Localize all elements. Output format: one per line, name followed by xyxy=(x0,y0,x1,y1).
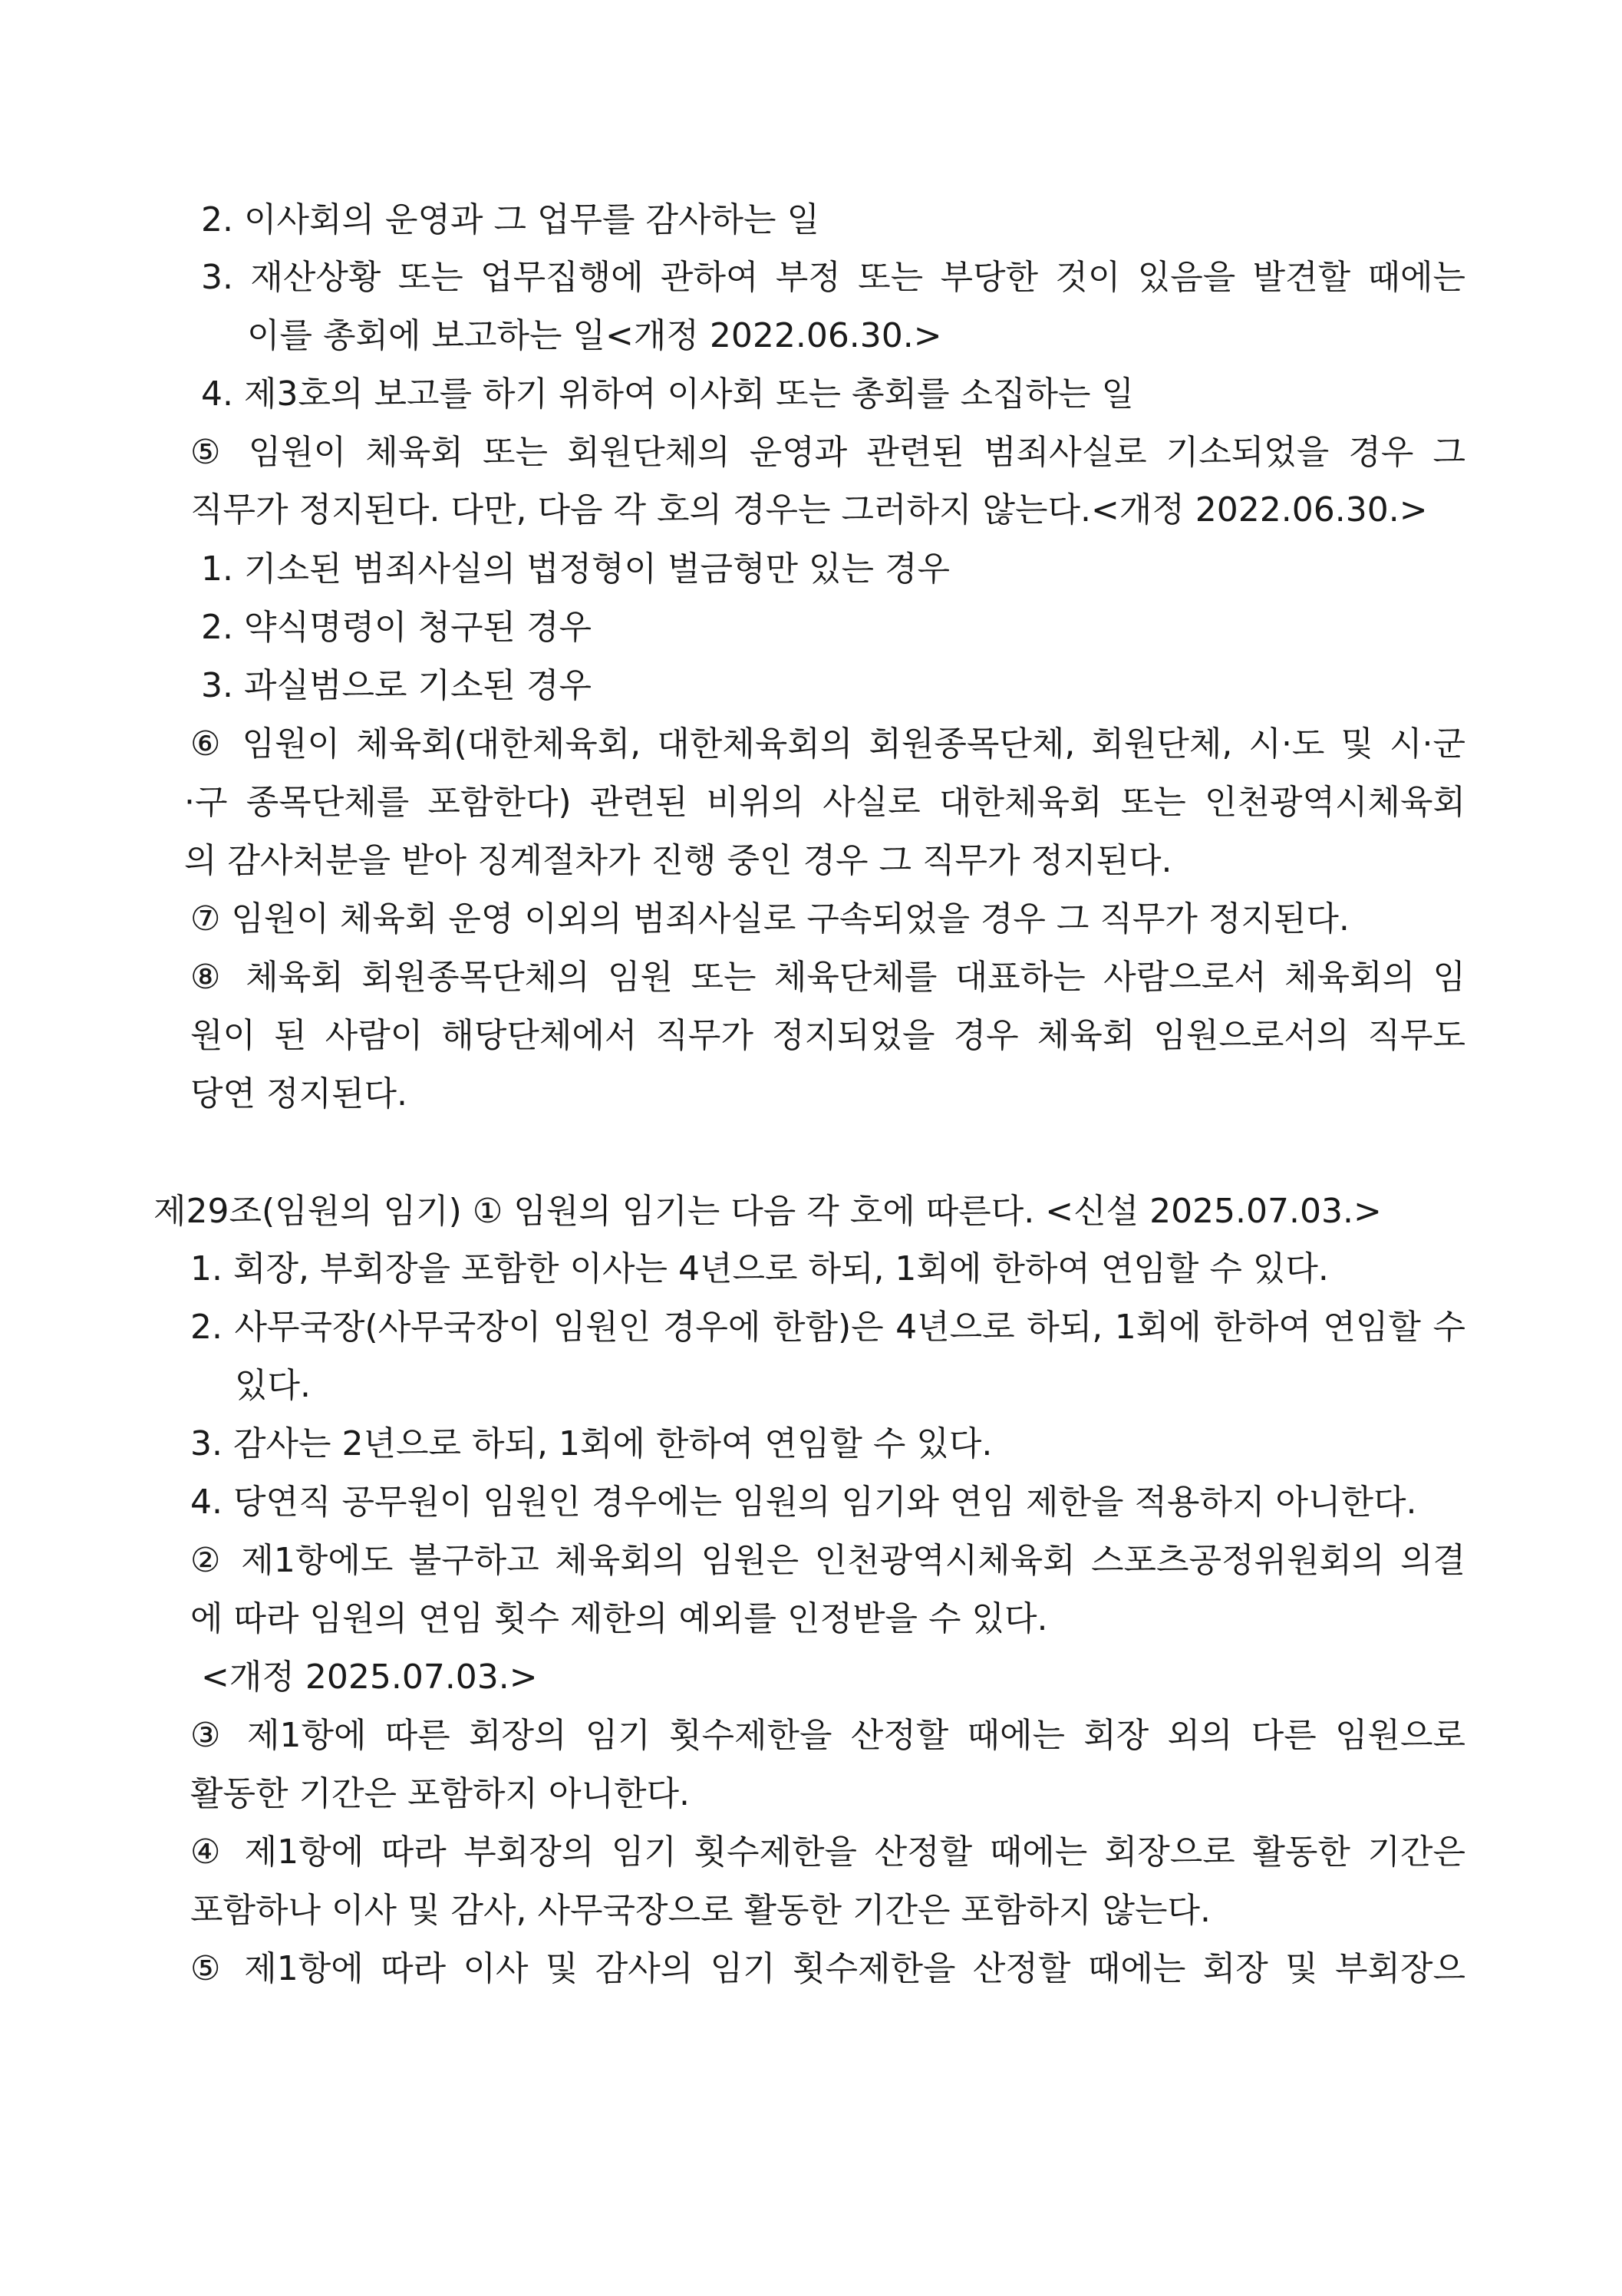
text-line-7: 1. 기소된 범죄사실의 법정형이 벌금형만 있는 경우 xyxy=(201,549,950,589)
text-line-16: 당연 정지된다. xyxy=(190,1074,407,1113)
text-line-11: ·구 종목단체를 포함한다) 관련된 비위의 사실로 대한체육회 또는 인천광역시체육회 xyxy=(184,783,1465,822)
text-line-19: 2. 사무국장(사무국장이 임원인 경우에 한함)은 4년으로 하되, 1회에 한하여 연임할 수 xyxy=(190,1308,1465,1347)
text-line-5: ⑤ 임원이 체육회 또는 회원단체의 운영과 관련된 범죄사실로 기소되었을 경우 그 xyxy=(190,433,1465,472)
text-line-30: ⑤ 제1항에 따라 이사 및 감사의 임기 횟수제한을 산정할 때에는 회장 및 부회장으 xyxy=(190,1949,1465,1988)
text-line-18: 1. 회장, 부회장을 포함한 이사는 4년으로 하되, 1회에 한하여 연임할 수 있다. xyxy=(190,1249,1329,1288)
text-line-23: ② 제1항에도 불구하고 체육회의 임원은 인천광역시체육회 스포츠공정위원회의 의결 xyxy=(190,1541,1465,1580)
text-line-29: 포함하나 이사 및 감사, 사무국장으로 활동한 기간은 포함하지 않는다. xyxy=(190,1891,1211,1930)
text-line-3: 이를 총회에 보고하는 일<개정 2022.06.30.> xyxy=(247,316,942,355)
text-line-2: 3. 재산상황 또는 업무집행에 관하여 부정 또는 부당한 것이 있음을 발견할 때에는 xyxy=(201,258,1465,297)
text-line-22: 4. 당연직 공무원이 임원인 경우에는 임원의 임기와 연임 제한을 적용하지 아니한다. xyxy=(190,1483,1417,1522)
text-line-15: 원이 된 사람이 해당단체에서 직무가 정지되었을 경우 체육회 임원으로서의 직무도 xyxy=(190,1016,1465,1055)
text-line-1: 2. 이사회의 운영과 그 업무를 감사하는 일 xyxy=(201,200,819,239)
text-line-9: 3. 과실범으로 기소된 경우 xyxy=(201,666,592,705)
text-line-8: 2. 약식명령이 청구된 경우 xyxy=(201,608,592,647)
text-line-25: <개정 2025.07.03.> xyxy=(201,1658,538,1697)
text-line-20: 있다. xyxy=(235,1366,311,1405)
text-line-27: 활동한 기간은 포함하지 아니한다. xyxy=(190,1774,690,1813)
text-line-6: 직무가 정지된다. 다만, 다음 각 호의 경우는 그러하지 않는다.<개정 2022.06.30.> xyxy=(190,490,1428,529)
text-line-28: ④ 제1항에 따라 부회장의 임기 횟수제한을 산정할 때에는 회장으로 활동한 기간은 xyxy=(190,1833,1465,1872)
text-line-21: 3. 감사는 2년으로 하되, 1회에 한하여 연임할 수 있다. xyxy=(190,1424,993,1463)
article-29-heading: 제29조(임원의 임기) ① 임원의 임기는 다음 각 호에 따른다. <신설 2025.07.03.> xyxy=(153,1192,1382,1231)
text-line-26: ③ 제1항에 따른 회장의 임기 횟수제한을 산정할 때에는 회장 외의 다른 임원으로 xyxy=(190,1716,1465,1755)
text-line-13: ⑦ 임원이 체육회 운영 이외의 범죄사실로 구속되었을 경우 그 직무가 정지된다. xyxy=(190,899,1350,939)
text-line-24: 에 따라 임원의 연임 횟수 제한의 예외를 인정받을 수 있다. xyxy=(190,1599,1048,1638)
text-line-14: ⑧ 체육회 회원종목단체의 임원 또는 체육단체를 대표하는 사람으로서 체육회의 임 xyxy=(190,958,1465,997)
text-line-12: 의 감사처분을 받아 징계절차가 진행 중인 경우 그 직무가 정지된다. xyxy=(184,841,1172,880)
text-line-4: 4. 제3호의 보고를 하기 위하여 이사회 또는 총회를 소집하는 일 xyxy=(201,374,1134,414)
text-line-10: ⑥ 임원이 체육회(대한체육회, 대한체육회의 회원종목단체, 회원단체, 시·도 및 시·군 xyxy=(190,724,1465,764)
